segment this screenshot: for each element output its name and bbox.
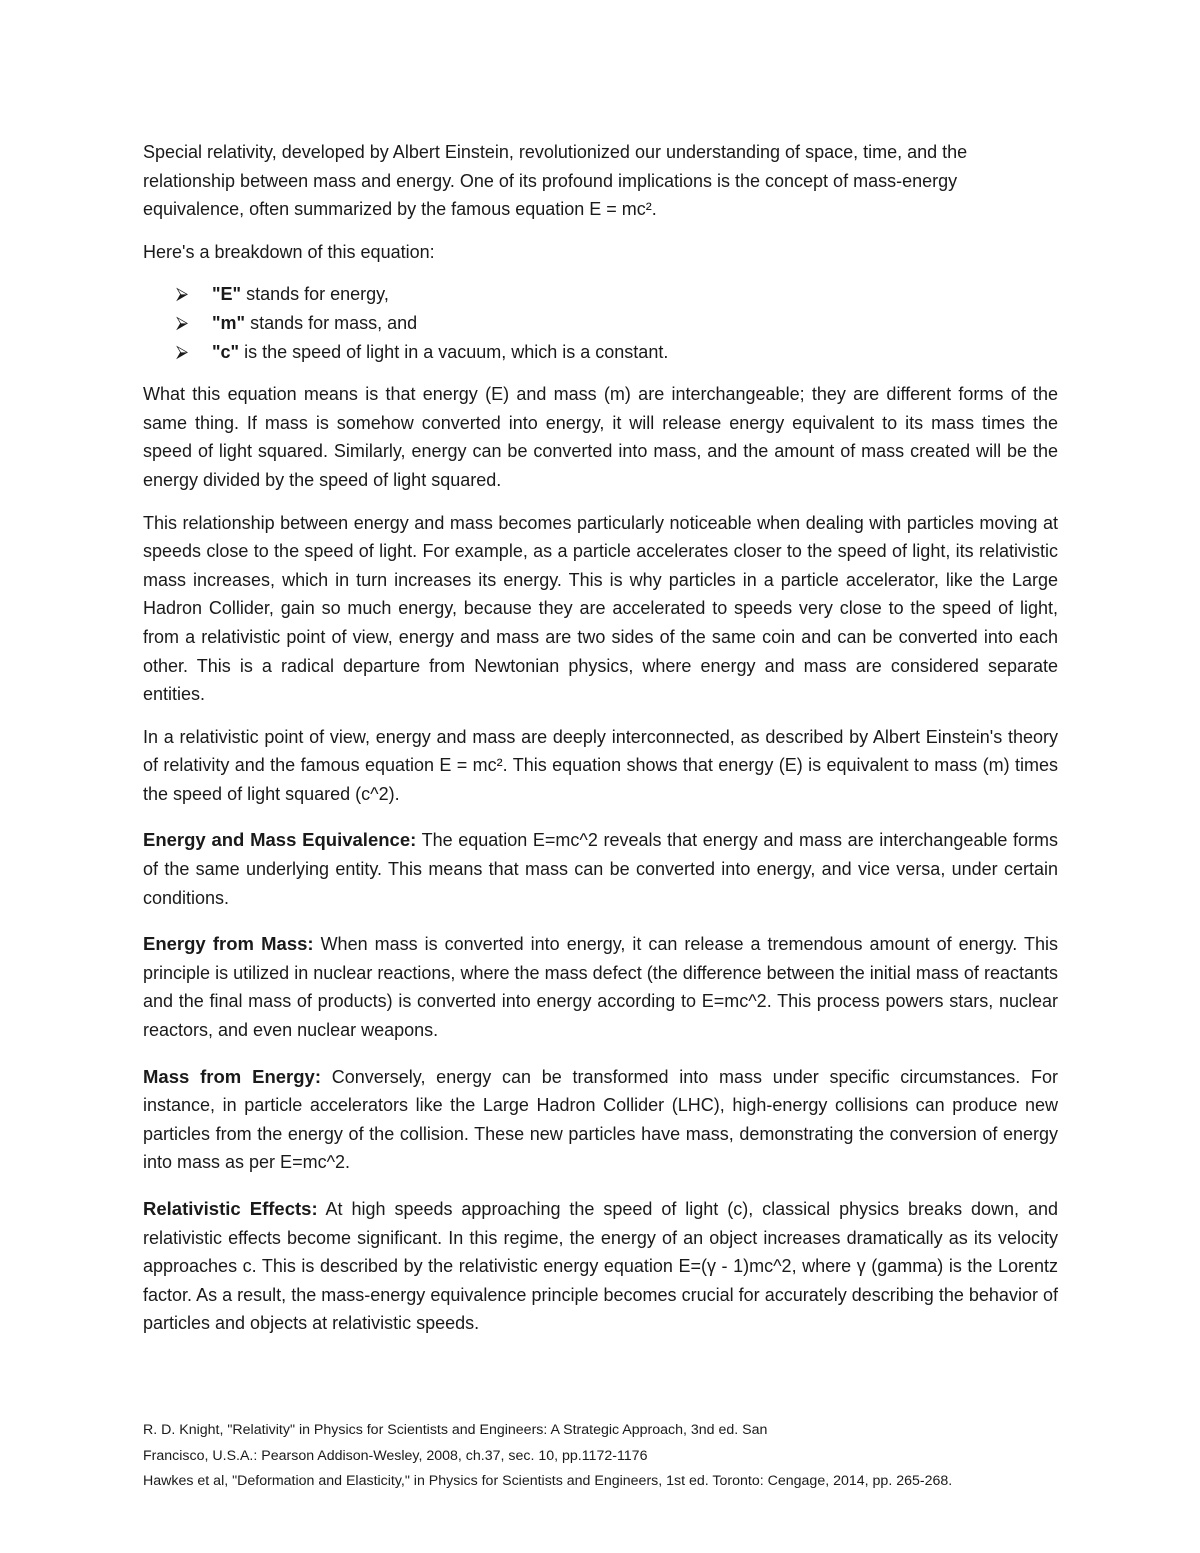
- meaning-paragraph: What this equation means is that energy (E) and mass (m) are interchangeable; they are different forms of the same thing. If mass is somehow converted into energy, it will release energy equivalent to its mass times the speed of light squared. Similarly, energy can be converted into mass, and the amount of mass created will be the energy divided by the speed of light squared.: [143, 384, 1058, 490]
- arrow-bullet-icon: ⮚: [176, 284, 189, 304]
- bullet-item-c: [176, 338, 1058, 367]
- bullet-term: "E": [212, 284, 242, 305]
- section-text: When mass is converted into energy, it can release a tremendous amount of energy. This principle is utilized in nuclear reactions, where the mass defect (the difference between the initial mass of reactants and the final mass of products) is converted into energy according to E=mc^2. This process powers stars, nuclear reactors, and even nuclear weapons.: [143, 934, 1058, 1041]
- section-relativistic-effects: [143, 1195, 1058, 1338]
- section-text: Conversely, energy can be transformed into mass under specific circumstances. For instance, in particle accelerators like the Large Hadron Collider (LHC), high-energy collisions can produce new particles from the energy of the collision. These new particles have mass, demonstrating the conversion of energy into mass as per E=mc^2.: [143, 1066, 1058, 1173]
- reference-line: R. D. Knight, "Relativity" in Physics for Scientists and Engineers: A Strategic Approach, 3nd ed. San: [143, 1422, 768, 1438]
- relativistic-view-paragraph: In a relativistic point of view, energy and mass are deeply interconnected, as described by Albert Einstein's theory of relativity and the famous equation E = mc². This equation shows that energy (E) is equivalent to mass (m) times the speed of light squared (c^2).: [143, 726, 1058, 804]
- section-heading: Energy from Mass:: [143, 933, 314, 955]
- bullet-item-e: [176, 280, 1058, 309]
- reference-line: Francisco, U.S.A.: Pearson Addison-Wesley, 2008, ch.37, sec. 10, pp.1172-1176: [143, 1447, 648, 1464]
- bullet-item-m: [176, 309, 1058, 338]
- section-heading: Relativistic Effects:: [143, 1198, 318, 1219]
- section-heading: Energy and Mass Equivalence:: [143, 829, 417, 851]
- bullet-text: is the speed of light in a vacuum, which is a constant.: [239, 341, 669, 362]
- reference-line: Hawkes et al, "Deformation and Elasticity," in Physics for Scientists and Engineers, 1st ed. Toronto: Cengage, 2014, pp. 265-268.: [143, 1473, 953, 1489]
- particles-paragraph: This relationship between energy and mass becomes particularly noticeable when dealing with particles moving at speeds close to the speed of light. For example, as a particle accelerates closer to the speed of light, its relativistic mass increases, which in turn increases its energy. This is why particles in a particle accelerator, like the Large Hadron Collider, gain so much energy, because they are accelerated to speeds very close to the speed of light, from a relativistic point of view, energy and mass are two sides of the same coin and can be converted into each other. This is a radical departure from Newtonian physics, where energy and mass are considered separate entities.: [143, 512, 1058, 705]
- bullet-text: stands for mass, and: [245, 312, 418, 333]
- bullet-term: "m": [212, 312, 246, 333]
- section-energy-mass-equivalence: [143, 826, 1058, 912]
- section-text: At high speeds approaching the speed of light (c), classical physics breaks down, and relativistic effects become significant. In this regime, the energy of an object increases dramatically as its velocity approaches c. This is described by the relativistic energy equation E=(γ - 1)mc^2, where γ (gamma) is the Lorentz factor. As a result, the mass-energy equivalence principle becomes crucial for accurately describing the behavior of particles and objects at relativistic speeds.: [143, 1199, 1058, 1334]
- breakdown-intro: Here's a breakdown of this equation:: [143, 241, 435, 262]
- arrow-bullet-icon: ⮚: [176, 341, 189, 361]
- references: [143, 1418, 1083, 1495]
- section-text: The equation E=mc^2 reveals that energy and mass are interchangeable forms of the same underlying entity. This means that mass can be converted into energy, and vice versa, under certain conditions.: [143, 830, 1058, 908]
- section-mass-from-energy: [143, 1063, 1058, 1177]
- bullet-term: "c": [212, 341, 240, 362]
- bullet-text: stands for energy,: [241, 284, 389, 305]
- document-body: [143, 138, 1058, 1338]
- equation-bullet-list: [143, 280, 1058, 366]
- section-energy-from-mass: [143, 930, 1058, 1044]
- intro-paragraph: Special relativity, developed by Albert Einstein, revolutionized our understanding of space, time, and the relationship between mass and energy. One of its profound implications is the concept of mass-energy equivalence, often summarized by the famous equation E = mc².: [143, 142, 968, 220]
- arrow-bullet-icon: ⮚: [176, 312, 189, 332]
- section-heading: Mass from Energy:: [143, 1065, 322, 1087]
